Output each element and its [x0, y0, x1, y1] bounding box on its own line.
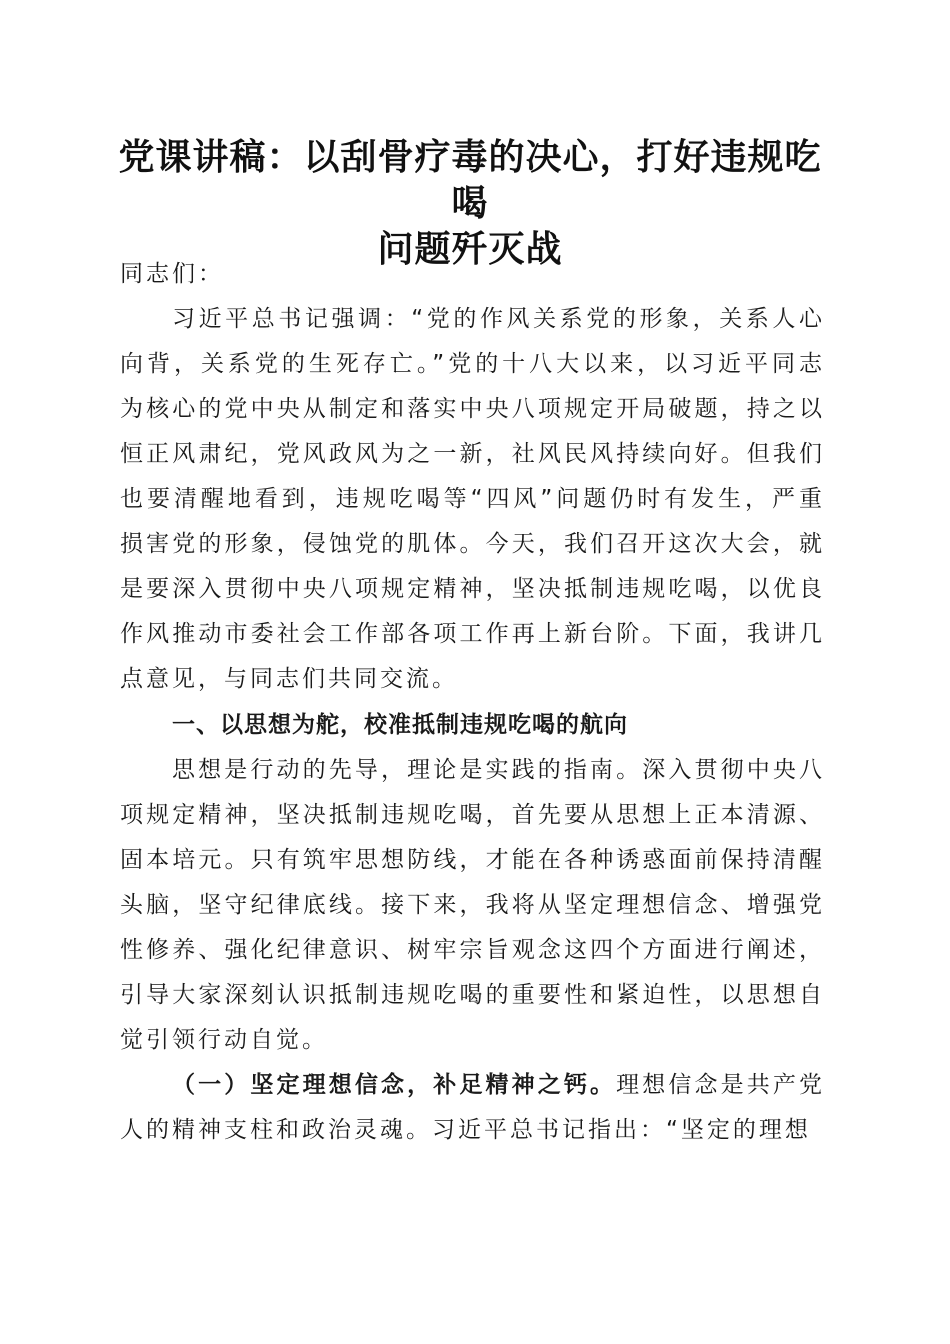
- title-line-1: 党课讲稿：以刮骨疗毒的决心，打好违规吃喝: [118, 136, 822, 224]
- section-heading-1: 一、以思想为舵，校准抵制违规吃喝的航向: [172, 712, 628, 738]
- greeting: 同志们：: [120, 261, 224, 287]
- subsection-1-text: 理想信念是共产党人的精神支柱和政治灵魂。习近平总书记指出：“坚定的理想: [120, 1072, 825, 1143]
- paragraph-subsection-1: [120, 1063, 825, 1153]
- document-body: [120, 252, 825, 1153]
- subsection-1-lead: （一）坚定理想信念，补足精神之钙。: [172, 1072, 617, 1098]
- paragraph-intro: 习近平总书记强调：“党的作风关系党的形象，关系人心向背，关系党的生死存亡。”党的十八大以来，以习近平同志为核心的党中央从制定和落实中央八项规定开局破题，持之以恒正风肃纪，党风政风为之一新，社风民风持续向好。但我们也要清醒地看到，违规吃喝等“四风”问题仍时有发生，严重损害党的形象，侵蚀党的肌体。今天，我们召开这次大会，就是要深入贯彻中央八项规定精神，坚决抵制违规吃喝，以优良作风推动市委社会工作部各项工作再上新台阶。下面，我讲几点意见，与同志们共同交流。: [120, 306, 825, 692]
- paragraph-section-1: 思想是行动的先导，理论是实践的指南。深入贯彻中央八项规定精神，坚决抵制违规吃喝，首先要从思想上正本清源、固本培元。只有筑牢思想防线，才能在各种诱惑面前保持清醒头脑，坚守纪律底线。接下来，我将从坚定理想信念、增强党性修养、强化纪律意识、树牢宗旨观念这四个方面进行阐述，引导大家深刻认识抵制违规吃喝的重要性和紧迫性，以思想自觉引领行动自觉。: [120, 757, 825, 1053]
- title-line-2: 问题歼灭战: [377, 228, 563, 270]
